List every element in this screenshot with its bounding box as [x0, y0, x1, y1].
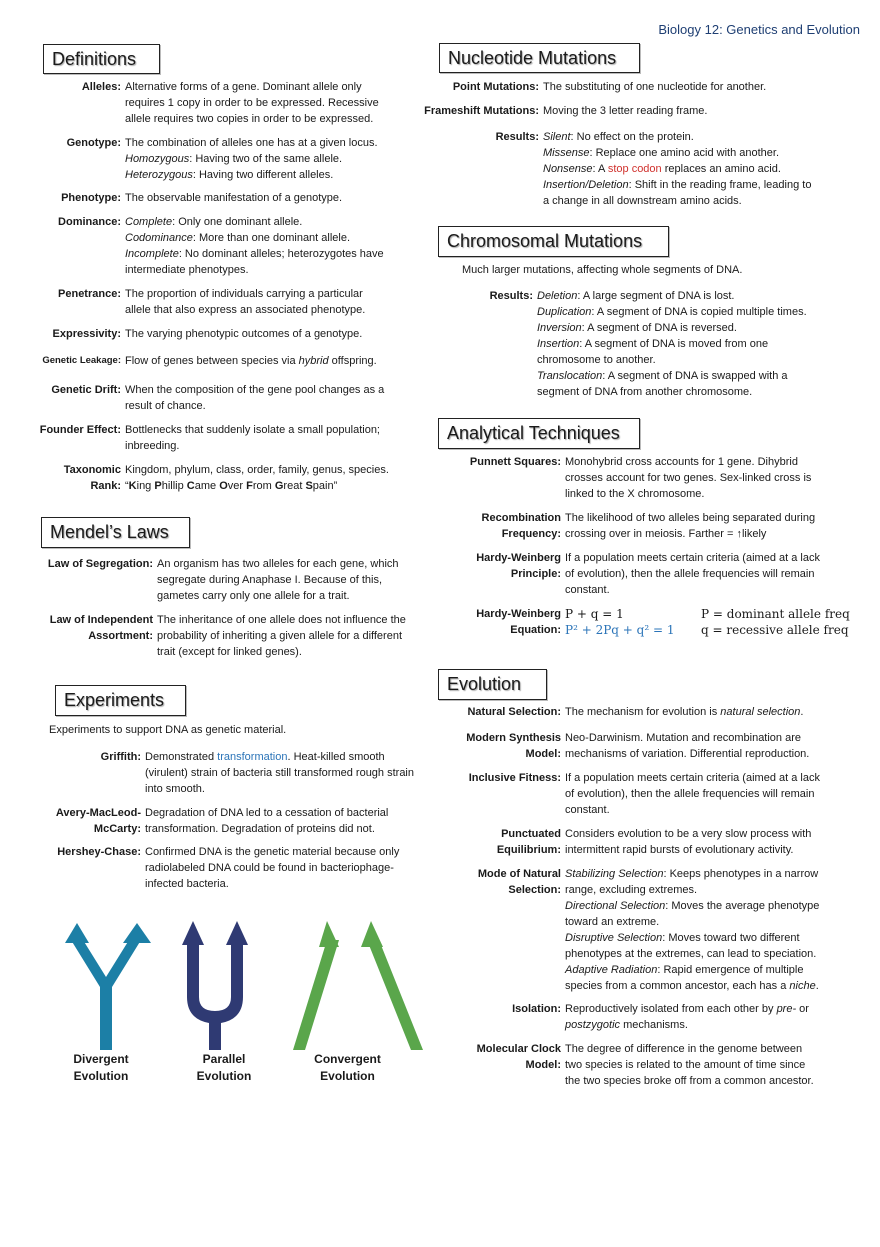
term-label: Frameshift Mutations:	[424, 105, 539, 117]
term-label: Alleles:	[81, 81, 121, 93]
term-label: Results:	[489, 290, 533, 302]
modern-synthesis-model: Modern Synthesis Model: Neo-Darwinism. Mutation and recombination are mechanisms of variation. Differential reproduction.	[410, 730, 855, 762]
inclusive-fitness: Inclusive Fitness: If a population meets certain criteria (aimed at a lack of evolution), then the allele frequencies will remain constant.	[410, 770, 855, 818]
chromosomal-intro: Much larger mutations, affecting whole segments of DNA.	[462, 264, 743, 276]
up-arrow-icon: ↑	[736, 528, 742, 540]
definition-expressivity: Expressivity: The varying phenotypic outcomes of a genotype.	[20, 326, 415, 342]
term-label: Inclusive Fitness:	[468, 772, 561, 784]
term-label: Genetic Leakage:	[42, 355, 121, 366]
section-title-mendels-laws: Mendel’s Laws	[41, 517, 190, 548]
convergent-evolution-arrow	[293, 921, 423, 1050]
experiment-hershey-chase: Hershey-Chase: Confirmed DNA is the genetic material because only radiolabeled DNA could be found in bacteriophage- infected bacteria.	[20, 844, 445, 892]
isolation: Isolation: Reproductively isolated from each other by pre- or postzygotic mechanisms.	[410, 1001, 855, 1033]
experiment-griffith: Griffith: Demonstrated transformation. Heat-killed smooth (virulent) strain of bacteria still transformed rough strain into smooth.	[20, 749, 445, 797]
punnett-squares: Punnett Squares: Monohybrid cross accounts for 1 gene. Dihybrid crosses account for two genes. Sex-linked cross is linked to the X chromosome.	[410, 454, 855, 502]
hardy-weinberg-principle: Hardy-Weinberg Principle: If a population meets certain criteria (aimed at a lack of evolution), then the allele frequencies will remain constant.	[410, 550, 855, 598]
recombination-frequency: Recombination Frequency: The likelihood of two alleles being separated during crossing over in meiosis. Farther = ↑likely	[410, 510, 855, 542]
parallel-evolution-arrow	[182, 921, 248, 1050]
equation-hardy-weinberg: P² + 2Pq + q² = 1	[565, 623, 675, 637]
term-label: Genetic Drift:	[51, 384, 121, 396]
evolution-patterns-figure	[55, 915, 425, 1055]
section-title-definitions: Definitions	[43, 44, 160, 74]
term-label: Founder Effect:	[39, 424, 121, 436]
definition-genotype: Genotype: The combination of alleles one has at a given locus. Homozygous: Having two of the same allele. Heterozygous: Having two different alleles.	[20, 135, 415, 183]
punctuated-equilibrium: Punctuated Equilibrium: Considers evolution to be a very slow process with intermittent rapid bursts of evolutionary activity.	[410, 826, 855, 858]
section-title-analytical-techniques: Analytical Techniques	[438, 418, 640, 449]
molecular-clock-model: Molecular Clock Model: The degree of difference in the genome between two species is related to the amount of time since the two species broke off from a common ancestor.	[410, 1041, 855, 1089]
term-label: Expressivity:	[52, 328, 121, 340]
term-label: Natural Selection:	[467, 706, 561, 718]
term-label: Mode of Natural Selection:	[477, 868, 561, 896]
term-label: Modern Synthesis Model:	[466, 732, 561, 760]
experiment-label: Hershey-Chase:	[57, 846, 141, 858]
definition-alleles: Alleles: Alternative forms of a gene. Dominant allele only requires 1 copy in order to be expressed. Recessive allele requires two copies in order to be expressed.	[20, 79, 415, 127]
equation-sum: P + q = 1	[565, 607, 624, 621]
law-of-independent-assortment: Law of Independent Assortment: The inheritance of one allele does not influence the probability of inheriting a given allele for a different trait (except for linked genes).	[20, 612, 437, 660]
hardy-weinberg-equation: Hardy-Weinberg Equation: P + q = 1 P² + 2Pq + q² = 1 P = dominant allele freq q = recessive allele freq	[410, 606, 851, 638]
term-label: Results:	[495, 131, 539, 143]
point-mutations: Point Mutations: The substituting of one nucleotide for another.	[410, 79, 853, 95]
natural-selection: Natural Selection: The mechanism for evolution is natural selection.	[410, 704, 855, 720]
term-label: Isolation:	[512, 1003, 561, 1015]
experiment-avery-macleod-mccarty: Avery-MacLeod- McCarty: Degradation of DNA led to a cessation of bacterial transformation. Degradation of proteins did not.	[20, 805, 445, 837]
definition-genetic-drift: Genetic Drift: When the composition of the gene pool changes as a result of chance.	[20, 382, 415, 414]
term-label: Punctuated Equilibrium:	[496, 828, 561, 856]
definition-taxonomic-rank: Taxonomic Rank: Kingdom, phylum, class, order, family, genus, species. “King Phillip Came Over From Great Spain”	[20, 462, 420, 494]
section-title-experiments: Experiments	[55, 685, 186, 716]
term-label: Dominance:	[58, 216, 121, 228]
term-label: Genotype:	[66, 137, 121, 149]
frameshift-mutations: Frameshift Mutations: Moving the 3 letter reading frame.	[410, 103, 853, 119]
mnemonic: “King Phillip Came Over From Great Spain”	[125, 480, 338, 492]
convergent-evolution-label: Convergent Evolution	[314, 1052, 381, 1083]
term-label: Hardy-Weinberg Equation:	[476, 608, 561, 636]
experiment-label: Griffith:	[100, 751, 141, 763]
law-label: Law of Segregation:	[47, 558, 153, 570]
term-label: Recombination Frequency:	[481, 512, 561, 540]
parallel-evolution-label: Parallel Evolution	[196, 1052, 252, 1083]
term-label: Phenotype:	[61, 192, 121, 204]
law-of-segregation: Law of Segregation: An organism has two alleles for each gene, which segregate during Anaphase I. Because of this, gametes carry only one allele for a trait.	[20, 556, 437, 604]
mode-of-natural-selection: Mode of Natural Selection: Stabilizing Selection: Keeps phenotypes in a narrow range, excluding extremes. Directional Selection: Moves the average phenotype toward an extreme. Disruptive Selection: Moves toward two different phenotypes at the extremes, can lead to speciation. Adaptive Radiation: Rapid emergence of multiple species from a common ancestor, each has a niche.	[410, 866, 855, 994]
definition-phenotype: Phenotype: The observable manifestation of a genotype.	[20, 190, 415, 206]
definition-genetic-leakage: Genetic Leakage: Flow of genes between species via hybrid offspring.	[20, 353, 415, 369]
term-label: Molecular Clock Model:	[476, 1043, 561, 1071]
page-header-title: Biology 12: Genetics and Evolution	[658, 22, 860, 37]
section-title-evolution: Evolution	[438, 669, 547, 700]
section-title-chromosomal-mutations: Chromosomal Mutations	[438, 226, 669, 257]
term-label: Hardy-Weinberg Principle:	[476, 552, 561, 580]
experiment-label: Avery-MacLeod- McCarty:	[55, 807, 141, 835]
divergent-evolution-arrow	[65, 923, 151, 1050]
section-title-nucleotide-mutations: Nucleotide Mutations	[439, 43, 640, 73]
experiments-intro: Experiments to support DNA as genetic material.	[49, 724, 287, 736]
law-label: Law of Independent Assortment:	[49, 614, 153, 642]
divergent-evolution-label: Divergent Evolution	[73, 1052, 129, 1083]
definition-founder-effect: Founder Effect: Bottlenecks that suddenly isolate a small population; inbreeding.	[20, 422, 415, 454]
definition-penetrance: Penetrance: The proportion of individuals carrying a particular allele that also express an associated phenotype.	[20, 286, 415, 318]
chromosomal-mutation-results: Results: Deletion: A large segment of DNA is lost. Duplication: A segment of DNA is copied multiple times. Inversion: A segment of DNA is reversed. Insertion: A segment of DNA is moved from one chromosome to another. Translocation: A segment of DNA is swapped with a segment of DNA from another chromosome.	[410, 288, 847, 400]
term-label: Taxonomic Rank:	[63, 464, 121, 492]
definition-dominance: Dominance: Complete: Only one dominant allele. Codominance: More than one dominant allele. Incomplete: No dominant alleles; heterozygotes have intermediate phenotypes.	[20, 214, 420, 278]
term-label: Point Mutations:	[452, 81, 539, 93]
term-label: Punnett Squares:	[469, 456, 561, 468]
term-label: Penetrance:	[58, 288, 121, 300]
nucleotide-mutation-results: Results: Silent: No effect on the protein. Missense: Replace one amino acid with another. Nonsense: A stop codon replaces an amino acid. Insertion/Deletion: Shift in the reading frame, leading to a change in all downstream amino acids.	[410, 129, 853, 209]
